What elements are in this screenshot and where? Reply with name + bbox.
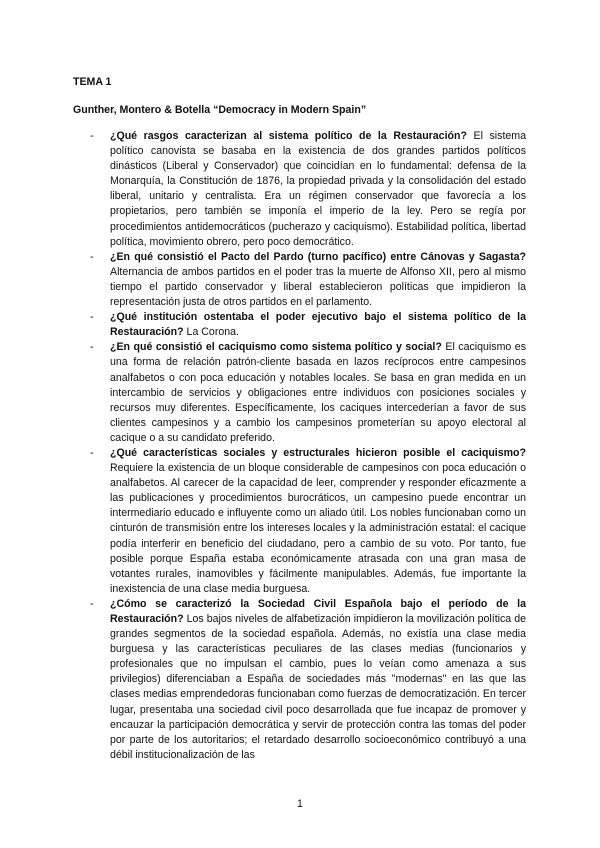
bullet-dash: - [90, 597, 94, 610]
bullet-dash: - [90, 341, 94, 354]
section-heading: TEMA 1 [73, 76, 112, 88]
answer-text: Los bajos niveles de alfabetización impidieron la movilización política de grandes segmentos de la sociedad española. Además, no existía una clase media burguesa y las características peculiares de las clases medias (funcionarios y profesionales que no impulsan el cambio, pues lo veían como amenaza a sus privilegios) diferenciaban a España de sociedades más "modernas" en las que las clases medias emprendedoras funcionaban como fuerzas de democratización. En tercer lugar, presentaba una sociedad civil poco desarrollada que fue incapaz de promover y encauzar la participación democrática y servir de protección contra las tomas del poder por parte de los autoritarios; el retardado desarrollo socioeconómico contribuyó a una débil institucionalización de las [110, 613, 526, 761]
question-text: ¿Qué rasgos caracterizan al sistema político de la Restauración? [110, 130, 467, 142]
bullet-dash: - [90, 250, 94, 263]
question-text: ¿Cómo se caracterizó la Sociedad Civil Española bajo el período de la Restauración? [110, 597, 526, 625]
question-list [90, 129, 527, 763]
answer-text: El sistema político canovista se basaba en la existencia de dos grandes partidos políticos dinásticos (Liberal y Conservador) que coincidían en lo fundamental: defensa de la Monarquía, la Constitución de 1876, la propiedad privada y la consolidación del estado liberal, unitario y centralista. Era un régimen conservador que favorecía a los propietarios, pero también se imponía el imperio de la ley. Pero se regía por procedimientos antidemocráticos (pucherazo y caciquismo). Estabilidad política, libertad política, movimiento obrero, pero poco democrático. [110, 130, 527, 248]
list-item [90, 597, 526, 763]
list-item [90, 310, 526, 340]
answer-text: Alternancia de ambos partidos en el poder tras la muerte de Alfonso XII, pero al mismo tiempo el partido conservador y liberal establecieron políticas que impidieron la representación justa de otros partidos en el parlamento. [110, 265, 526, 309]
question-text: ¿En qué consistió el caciquismo como sistema político y social? [110, 341, 442, 354]
source-reference: Gunther, Montero & Botella “Democracy in Modern Spain” [73, 104, 367, 116]
answer-text: La Corona. [186, 326, 239, 339]
question-text: ¿Qué institución ostentaba el poder ejecutivo bajo el sistema político de la Restauración? [110, 311, 526, 339]
question-text: ¿Qué características sociales y estructurales hicieron posible el caciquismo? [110, 446, 526, 459]
list-item [90, 340, 526, 446]
list-item [90, 446, 526, 597]
bullet-dash: - [90, 130, 94, 142]
page-number: 1 [297, 798, 303, 810]
answer-text: El caciquismo es una forma de relación patrón-cliente basada en lazos recíprocos entre campesinos analfabetos o con poca educación y notables locales. Se basa en gran medida en un intercambio de servicios y obligaciones entre individuos con posiciones sociales y recursos muy diferentes. Específicamente, los caciques intercederían a favor de sus clientes campesinos y a cambio los campesinos prometerían su apoyo electoral al cacique o a su candidato preferido. [110, 341, 526, 444]
question-text: ¿En qué consistió el Pacto del Pardo (turno pacífico) entre Cánovas y Sagasta? [110, 250, 526, 263]
answer-text: Requiere la existencia de un bloque considerable de campesinos con poca educación o analfabetos. Al carecer de la capacidad de leer, comprender y responder eficazmente a las publicaciones y procedimientos burocráticos, un campesino puede encontrar un intermediario educado e influyente como un aliado útil. Los nobles funcionaban como un cinturón de transmisión entre los intereses locales y la administración estatal: el cacique podía interferir en beneficio del ciudadano, pero a cambio de su voto. Por tanto, fue posible porque España estaba económicamente atrasada con una gran masa de votantes rurales, inamovibles y fácilmente manipulables. Además, fue importante la inexistencia de una clase media burguesa. [110, 462, 526, 595]
list-item [90, 129, 527, 250]
bullet-dash: - [90, 446, 94, 459]
list-item [90, 250, 526, 310]
bullet-dash: - [90, 311, 94, 324]
